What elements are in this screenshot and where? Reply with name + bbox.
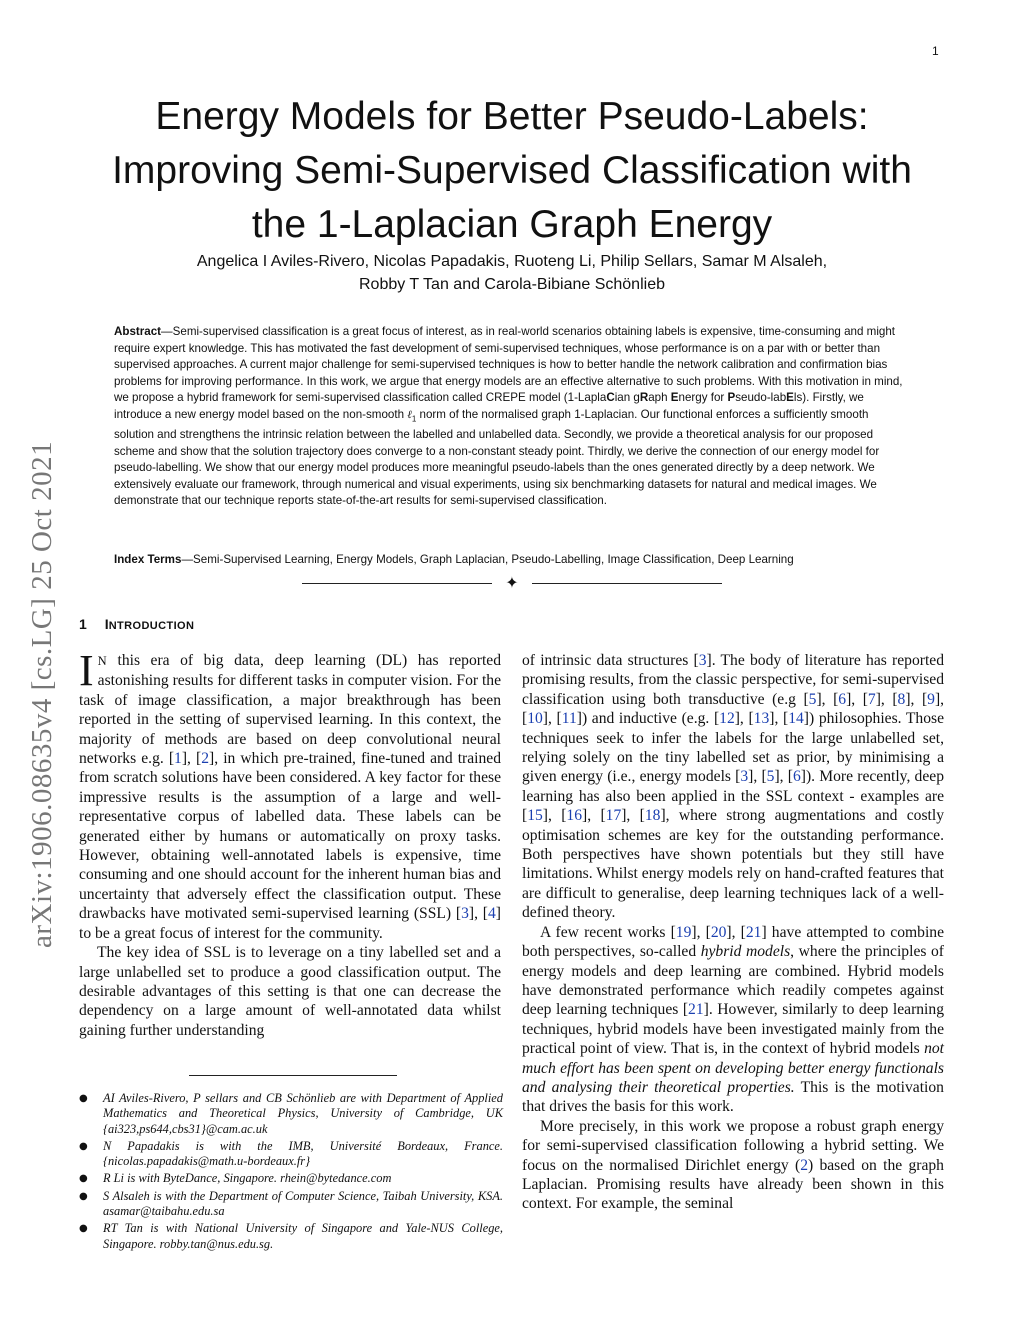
intro-paragraph [522,923,944,1117]
paragraph-text: ], in which pre-trained, fine-tuned and trained from scratch solutions have been considered. A key factor for these impressive results is the assumption of a large and well-representative corpus of labelled data. These labels can be generated either by humans or automatically on proxy tasks. However, obtaining well-annotated labels is expensive, time consuming and one should account for the inherent human bias and uncertainty that adversely effect the classification output. These drawbacks have motivated semi-supervised learning (SSL) [ [79,750,502,923]
paragraph-text: this era of big data, deep learning (DL) has reported astonishing results for different tasks in computer vision. For the task of image classification, a major breakthrough has been reported in the setting of supervised learning. In this context, the majority of methods are based on deep convolutional neural networks e.g. [ [79,652,502,768]
footnote-text: S Alsaleh is with the Department of Computer Science, Taibah University, KSA. asamar@taibahu.edu.sa [103,1188,503,1219]
paragraph-text: ], [ [846,690,868,708]
index-terms-text: —Semi-Supervised Learning, Energy Models, Graph Laplacian, Pseudo-Labelling, Image Classification, Deep Learning [181,553,794,566]
citation-link[interactable]: 1 [174,750,182,768]
author-line: Angelica I Aviles-Rivero, Nicolas Papadakis, Ruoteng Li, Philip Sellars, Samar M Alsaleh, [196,253,828,270]
paragraph-text: ], [ [522,690,945,728]
paragraph-text: ]) philosophies. Those techniques seek to infer the labels for the large unlabelled set, relying solely on the tiny labelled set as prior, by minimising a given energy (i.e., energy models [ [522,710,945,786]
citation-link[interactable]: 19 [675,923,692,941]
abstract-text: —Semi-supervised classification is a great focus of interest, as in real-world scenarios obtaining labels is expensive, time-consuming and might require expert knowledge. This has motivated the fast development of semi-supervised techniques, whose performance is on a par with or better than supervised approaches. A current major challenge for semi-supervised techniques is how to better handle the network calibration and confirmation bias problems for improving performance. In this work, we argue that energy models are an effective alternative to such problems. With this motivation in mind, we propose a hybrid framework for semi-supervised classification called CREPE model (1-Lapla [114,325,903,404]
intro-paragraph [522,1117,944,1214]
abstract-text: ian g [614,391,640,404]
citation-link[interactable]: 11 [561,710,577,728]
paragraph-text: ], [ [769,710,789,728]
paragraph-text: ) based on the graph Laplacian. Promising results have already been shown in this context. For example, the seminal [522,1156,944,1213]
citation-link[interactable]: 17 [605,807,622,825]
paragraph-text: ], [ [774,768,793,786]
bullet-icon: ● [79,1190,88,1202]
acronym-letter: E [786,391,794,404]
abstract-text: seudo-lab [735,391,787,404]
citation-link[interactable]: 5 [808,690,817,708]
emphasis-text: hybrid models [700,943,791,961]
paragraph-text: ]. However, similarly to deep learning techniques, hybrid models have been investigated mainly from the practical point of view. That is, in the context of hybrid models [522,1001,944,1058]
footnote-text: N Papadakis is with the IMB, Université Bordeaux, France. {nicolas.papadakis@math.u-bordeaux.fr} [103,1138,503,1169]
section-first-letter: I [104,616,109,632]
paragraph-text: ]). More recently, deep learning has also been applied in the SSL context - examples are [ [522,768,944,825]
paragraph-text: More precisely, in this work we propose a robust graph energy for semi-supervised classification following a hybrid setting. We focus on the normalised Dirichlet energy ( [522,1117,944,1174]
citation-link[interactable]: 3 [698,652,707,669]
title-line: Improving Semi-Supervised Classification with [112,149,912,192]
ell-symbol: ℓ [407,407,412,421]
intro-paragraph: The key idea of SSL is to leverage on a tiny labelled set and a large unlabelled set to produce a good classification output. The desirable advantages of this setting is that one can decrease the dependency on a large amount of well-annotated data whilst gaining further understanding [79,944,501,1039]
section-number: 1 [79,616,87,632]
intro-paragraph [79,646,502,943]
bullet-icon: ● [79,1173,88,1185]
paragraph-text: ], [ [542,807,567,825]
paragraph-text: ], where strong augmentations and costly optimisation schemes are key for the outstanding performance. Both perspectives have shown potentials but they still have limitations. Whilst energy models rely on hand-crafted features that are difficult to generalise, deep learning techniques lack of a well-defined theory. [522,807,944,922]
first-word-rest: N [97,654,107,668]
acronym-letter: R [639,391,649,404]
citation-link[interactable]: 2 [201,750,210,768]
index-terms [114,552,910,568]
citation-link[interactable]: 16 [566,807,583,825]
abstract-text: ls). Firstly, we introduce a new energy model based on the non-smooth [114,391,864,421]
diamond-star-icon: ✦ [505,573,519,592]
title-line: the 1-Laplacian Graph Energy [251,203,773,246]
acronym-letter: P [727,391,736,404]
citation-link[interactable]: 3 [740,768,749,786]
citation-link[interactable]: 3 [461,905,469,923]
citation-link[interactable]: 5 [766,768,775,786]
footnotes [79,1091,503,1254]
paragraph-text: ]) and inductive (e.g. [ [576,710,720,728]
abstract-text: nergy for [678,391,728,404]
citation-link[interactable]: 21 [745,923,762,941]
paragraph-text: ] to be a great focus of interest for the community. [79,905,501,942]
left-column [79,646,502,1040]
citation-link[interactable]: 12 [719,710,735,728]
paragraph-text: ], [ [905,690,928,708]
paragraph-text: ], [ [621,807,645,825]
abstract [114,324,910,510]
arxiv-stamp[interactable]: arXiv:1906.08635v4 [cs.LG] 25 Oct 2021 [26,440,58,948]
citation-link[interactable]: 18 [644,807,661,825]
ell-subscript: 1 [411,413,417,423]
paragraph-text: A few recent works [ [540,923,676,941]
dropcap: I [79,646,94,695]
footnote-text: R Li is with ByteDance, Singapore. rhein@bytedance.com [103,1171,392,1186]
footnote-rule [189,1075,397,1076]
paragraph-text: This is the motivation that drives the basis for this work. [522,1078,944,1116]
paragraph-text: ], [ [181,750,202,768]
abstract-text: aph [648,391,671,404]
footnote-item [79,1171,503,1186]
paragraph-text: ], [ [816,690,839,708]
citation-link[interactable]: 21 [688,1001,704,1019]
paragraph-text: ], [ [734,710,754,728]
paragraph-text: ], [ [542,710,562,728]
paragraph-text: ], [ [726,923,746,941]
paragraph-text: ], [ [468,905,488,923]
footnote-item [79,1221,503,1252]
citation-link[interactable]: 6 [838,690,847,708]
citation-link[interactable]: 4 [488,905,496,923]
footnote-text: RT Tan is with National University of Singapore and Yale-NUS College, Singapore. robby.tan@nus.edu.sg. [103,1221,503,1251]
paragraph-text: ]. The body of literature has reported promising results, from the classic perspective, for semi-supervised classification using both transductive (e.g [ [522,652,944,708]
citation-link[interactable]: 7 [867,690,876,708]
section-heading [79,616,194,632]
footnote-text: AI Aviles-Rivero, P sellars and CB Schönlieb are with Department of Applied Mathematics and Theoretical Physics, University of Cambridge, UK {ai323,ps644,cbs31}@cam.ac.uk [103,1091,503,1136]
section-divider [302,574,722,594]
citation-link[interactable]: 13 [753,710,770,728]
citation-link[interactable]: 8 [897,690,906,708]
citation-link[interactable]: 6 [792,768,801,786]
paragraph-text: ], [ [691,923,711,941]
paragraph-text: , where the principles of energy models and deep learning are combined. Hybrid models have demonstrated performance which readily competes against deep learning techniques [ [522,943,944,1019]
section-title-rest: NTRODUCTION [108,620,195,632]
index-terms-label: Index Terms [114,553,182,566]
acronym-letter: C [606,391,615,404]
footnote-item [79,1139,503,1170]
author-list [60,250,964,296]
title-line: Energy Models for Better Pseudo-Labels: [155,95,869,138]
citation-link[interactable]: 20 [710,923,727,941]
abstract-label: Abstract [114,325,162,338]
bullet-icon: ● [79,1140,88,1152]
citation-link[interactable]: 10 [527,710,543,728]
emphasis-text: not much effort has been spent on developing better energy functionals and analysing their theoretical properties. [522,1040,944,1096]
author-line: Robby T Tan and Carola-Bibiane Schönlieb [359,276,665,293]
right-column [522,651,944,1214]
paragraph-text: ], [ [875,690,898,708]
divider-line [532,583,722,584]
paragraph-text: ], [ [748,768,767,786]
footnote-item [79,1091,503,1137]
page-number: 1 [932,44,939,58]
equation-link[interactable]: 2 [800,1156,808,1174]
paper-title [60,90,964,252]
footnote-item [79,1189,503,1220]
acronym-letter: E [670,391,679,404]
citation-link[interactable]: 15 [527,807,543,825]
bullet-icon: ● [79,1093,88,1104]
paragraph-text: ] have attempted to combine both perspectives, so-called [522,923,945,961]
citation-link[interactable]: 14 [788,710,804,728]
paragraph-text: ], [ [582,807,606,825]
abstract-text: norm of the normalised graph 1-Laplacian. Our functional enforces a sufficiently smooth solution and strengthens the intrinsic relation between the labelled and unlabelled data. Secondly, we provide a theoretical analysis for our proposed scheme and show that the solution trajectory does converge to a non-constant steady point. Thirdly, we derive the connection of our energy model for pseudo-labelling. We show that our energy model produces more meaningful pseudo-labels than the ones generated directly by a deep network. We extensively evaluate our framework, through numerical and visual experiments, using six benchmarking datasets for natural and medical images. We demonstrate that our technique reports state-of-the-art results for semi-supervised classification. [114,407,880,508]
bullet-icon: ● [79,1223,88,1235]
citation-link[interactable]: 9 [927,690,935,708]
divider-line [302,583,492,584]
paragraph-text: of intrinsic data structures [ [522,652,699,669]
intro-paragraph [522,651,944,923]
